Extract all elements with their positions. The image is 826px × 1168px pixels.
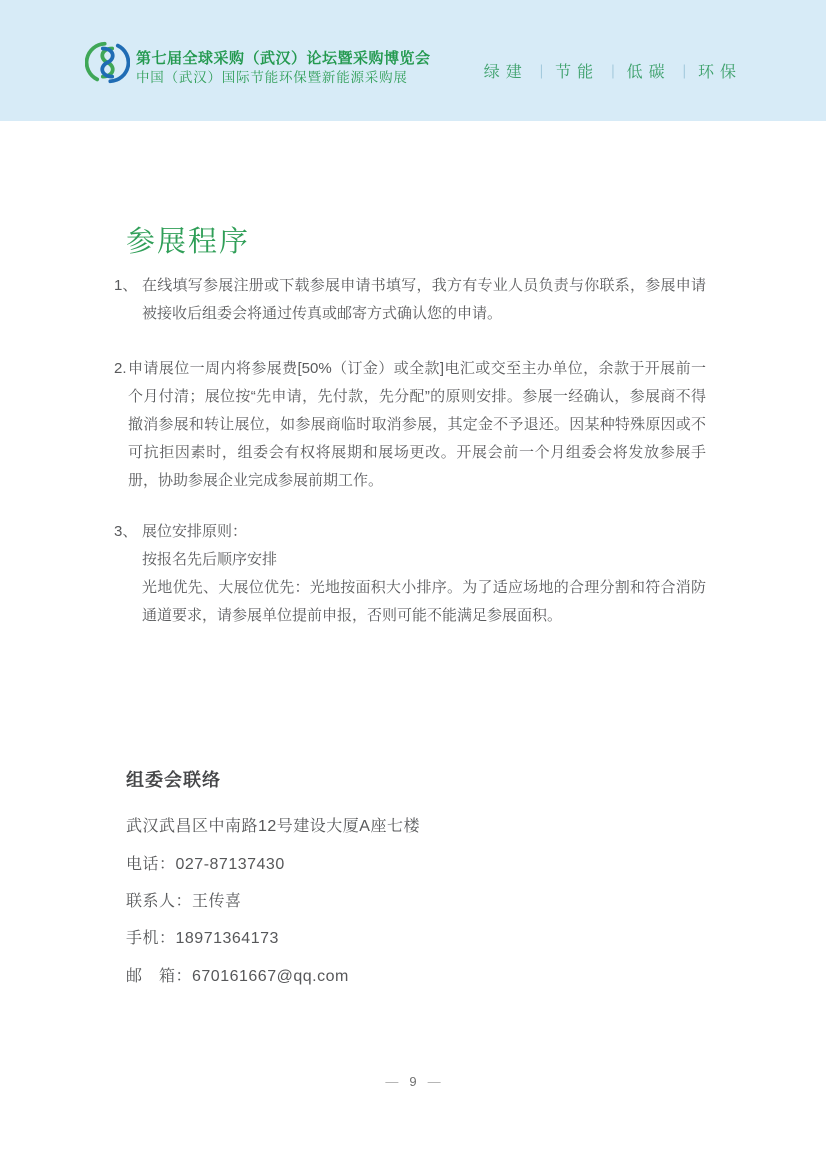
contact-heading: 组委会联络 bbox=[126, 770, 221, 790]
item-number: 3、 bbox=[114, 523, 138, 540]
item-text-line: 展位安排原则： bbox=[142, 523, 248, 540]
eco-keyword-low-carbon: 低碳 bbox=[626, 64, 671, 81]
event-title: 第七届全球采购（武汉）论坛暨采购博览会 bbox=[136, 50, 431, 67]
eco-keywords bbox=[484, 59, 742, 82]
item-number: 1、 bbox=[114, 277, 138, 294]
procedure-item-3 bbox=[114, 518, 706, 630]
event-subtitle: 中国（武汉）国际节能环保暨新能源采购展 bbox=[136, 70, 408, 85]
item-number: 2. bbox=[114, 360, 127, 377]
contact-address: 武汉武昌区中南路12号建设大厦A座七楼 bbox=[126, 818, 420, 836]
separator: | bbox=[539, 61, 544, 80]
procedure-list bbox=[114, 272, 706, 630]
section-title: 参展程序 bbox=[126, 226, 251, 258]
contact-person: 联系人：王传喜 bbox=[126, 892, 242, 910]
eco-keyword-green-building: 绿建 bbox=[483, 64, 528, 81]
page-number-value: 9 bbox=[409, 1074, 417, 1089]
contact-lines bbox=[126, 806, 686, 993]
separator: | bbox=[611, 61, 615, 80]
item-text-line: 按报名先后顺序安排 bbox=[142, 551, 278, 568]
item-text: 在线填写参展注册或下载参展申请书填写，我方有专业人员负责与你联系，参展申请被接收后组委会将通过传真或邮寄方式确认您的申请。 bbox=[142, 277, 706, 322]
page-number-dash: — bbox=[385, 1074, 399, 1089]
eco-keyword-energy-saving: 节能 bbox=[555, 64, 600, 81]
procedure-item-2 bbox=[114, 355, 706, 495]
separator: | bbox=[682, 61, 686, 80]
committee-contact bbox=[126, 768, 686, 993]
item-text-line: 光地优先、大展位优先：光地按面积大小排序。为了适应场地的合理分割和符合消防通道要求，请参展单位提前申报，否则可能不能满足参展面积。 bbox=[142, 579, 706, 624]
procedure-item-1 bbox=[114, 272, 706, 328]
page-number-dash: — bbox=[427, 1074, 441, 1089]
item-text bbox=[142, 518, 706, 630]
eco-keyword-environmental: 环保 bbox=[697, 64, 742, 81]
page-header bbox=[0, 0, 826, 121]
brand-titles bbox=[136, 50, 431, 87]
contact-phone: 电话：027-87137430 bbox=[126, 855, 285, 873]
contact-mobile: 手机：18971364173 bbox=[126, 930, 279, 948]
expo-logo-icon bbox=[85, 40, 130, 85]
page-number bbox=[0, 1074, 826, 1089]
item-text: 申请展位一周内将参展费[50%（订金）或全款]电汇或交至主办单位，余款于开展前一个月付清；展位按“先申请，先付款，先分配”的原则安排。参展一经确认，参展商不得撤消参展和转让展位，如参展商临时取消参展，其定金不予退还。因某种特殊原因或不可抗拒因素时，组委会有权将展期和展场更改。开展会前一个月组委会将发放参展手册，协助参展企业完成参展前期工作。 bbox=[128, 360, 706, 489]
contact-email: 邮 箱：670161667@qq.com bbox=[126, 967, 349, 985]
